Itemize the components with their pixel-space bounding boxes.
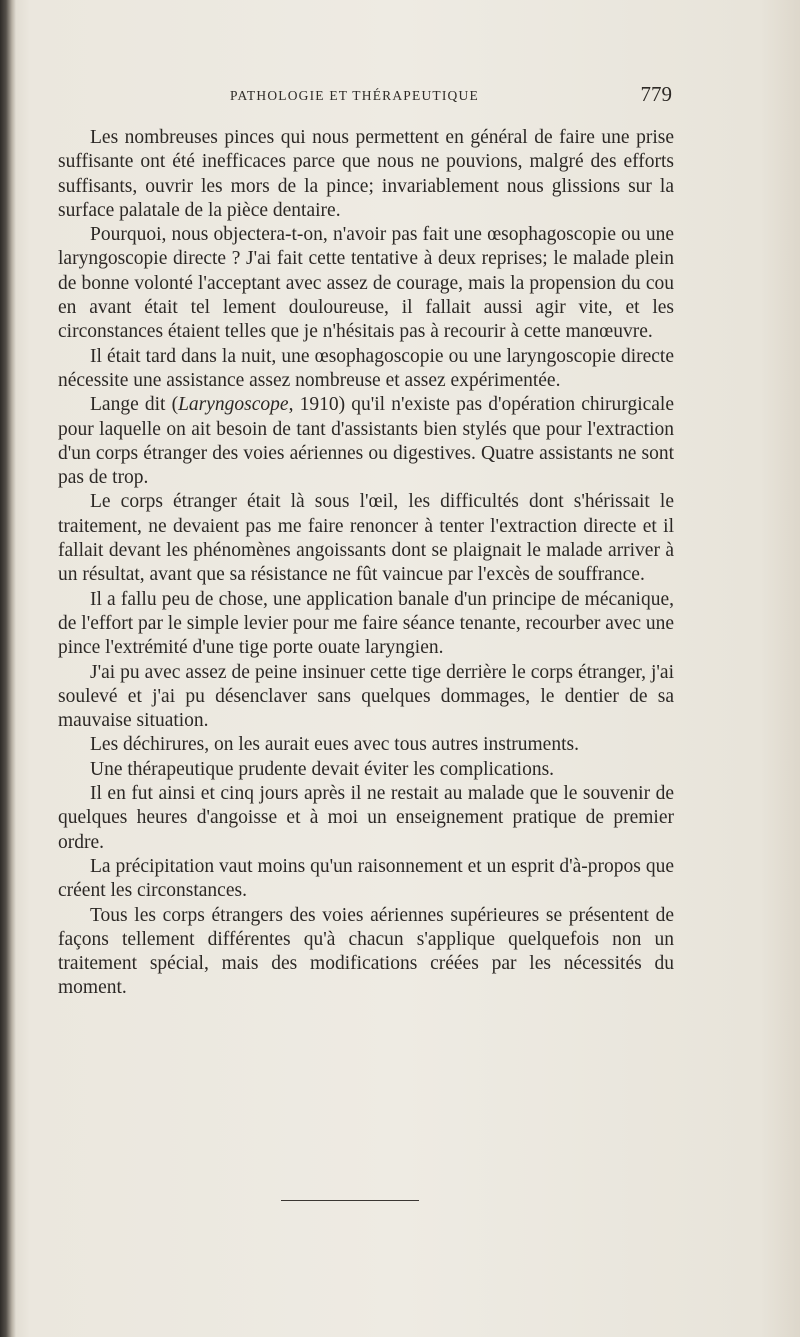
paragraph: J'ai pu avec assez de peine insinuer cette tige derrière le corps étranger, j'ai soulevé et j'ai pu désenclaver sans quelques dommages, le dentier de sa mauvaise situation. <box>58 661 674 732</box>
page-header <box>60 82 672 112</box>
paragraph: Pourquoi, nous objectera-t-on, n'avoir pas fait une œsophagoscopie ou une laryngoscopie directe ? J'ai fait cette tentative à deux reprises; le malade plein de bonne volonté l'acceptant avec assez de courage, mais la propension du cou en avant était tel lement douloureuse, il fallait aussi agir vite, et les circonstances étaient telles que je n'hésitais pas à recourir à cette manœuvre. <box>58 224 674 343</box>
paragraph-lange <box>58 393 674 490</box>
paragraph: Les nombreuses pinces qui nous permettent en général de faire une prise suffisante ont été inefficaces parce que nous ne pouvions, malgré des efforts suffisants, ouvrir les mors de la pince; invariablement nous glissions sur la surface palatale de la pièce dentaire. <box>58 127 674 221</box>
paragraph: Les déchirures, on les aurait eues avec tous autres instruments. <box>90 734 579 756</box>
paragraph: Tous les corps étrangers des voies aériennes supérieures se présentent de façons tellement différentes qu'à chacun s'applique quelquefois non un traitement spécial, mais des modifications créées par les nécessités du moment. <box>58 904 674 999</box>
paragraph: La précipitation vaut moins qu'un raisonnement et un esprit d'à-propos que créent les circonstances. <box>58 855 674 902</box>
running-title: PATHOLOGIE ET THÉRAPEUTIQUE <box>230 88 479 103</box>
lange-text-after: , 1910) qu'il n'existe pas d'opération chirurgicale pour laquelle on ait besoin de tant d'assistants bien stylés que pour l'extraction d'un corps étranger des voies aériennes ou digestives. Quatre assistants ne sont pas de trop. <box>58 394 674 489</box>
paragraph: Il en fut ainsi et cinq jours après il ne restait au malade que le souvenir de quelques heures d'angoisse et à moi un enseignement pratique de premier ordre. <box>58 783 674 853</box>
paragraph: Il a fallu peu de chose, une application banale d'un principe de mécanique, de l'effort par le simple levier pour me faire séance tenante, recourber avec une pince l'extrémité d'une tige porte ouate laryngien. <box>58 588 675 659</box>
page-number: 779 <box>640 82 672 106</box>
body-text <box>58 126 674 1001</box>
section-end-rule <box>281 1200 419 1201</box>
paragraph: Il était tard dans la nuit, une œsophagoscopie ou une laryngoscopie directe nécessite une assistance assez nombreuse et assez expérimentée. <box>58 345 674 391</box>
paragraph: Le corps étranger était là sous l'œil, les difficultés dont s'hérissait le traitement, ne devaient pas me faire renoncer à tenter l'extraction directe et il fallait devant les phénomènes angoissants dont se plaignait le malade arriver à un résultat, avant que sa résistance ne fût vaincue par l'excès de souffrance. <box>58 491 674 586</box>
page-binding-edge <box>0 0 16 1337</box>
paragraph: Une thérapeutique prudente devait éviter les complications. <box>90 758 555 780</box>
lange-text-before: Lange dit ( <box>90 394 179 416</box>
citation-title: Laryngoscope <box>178 394 289 416</box>
